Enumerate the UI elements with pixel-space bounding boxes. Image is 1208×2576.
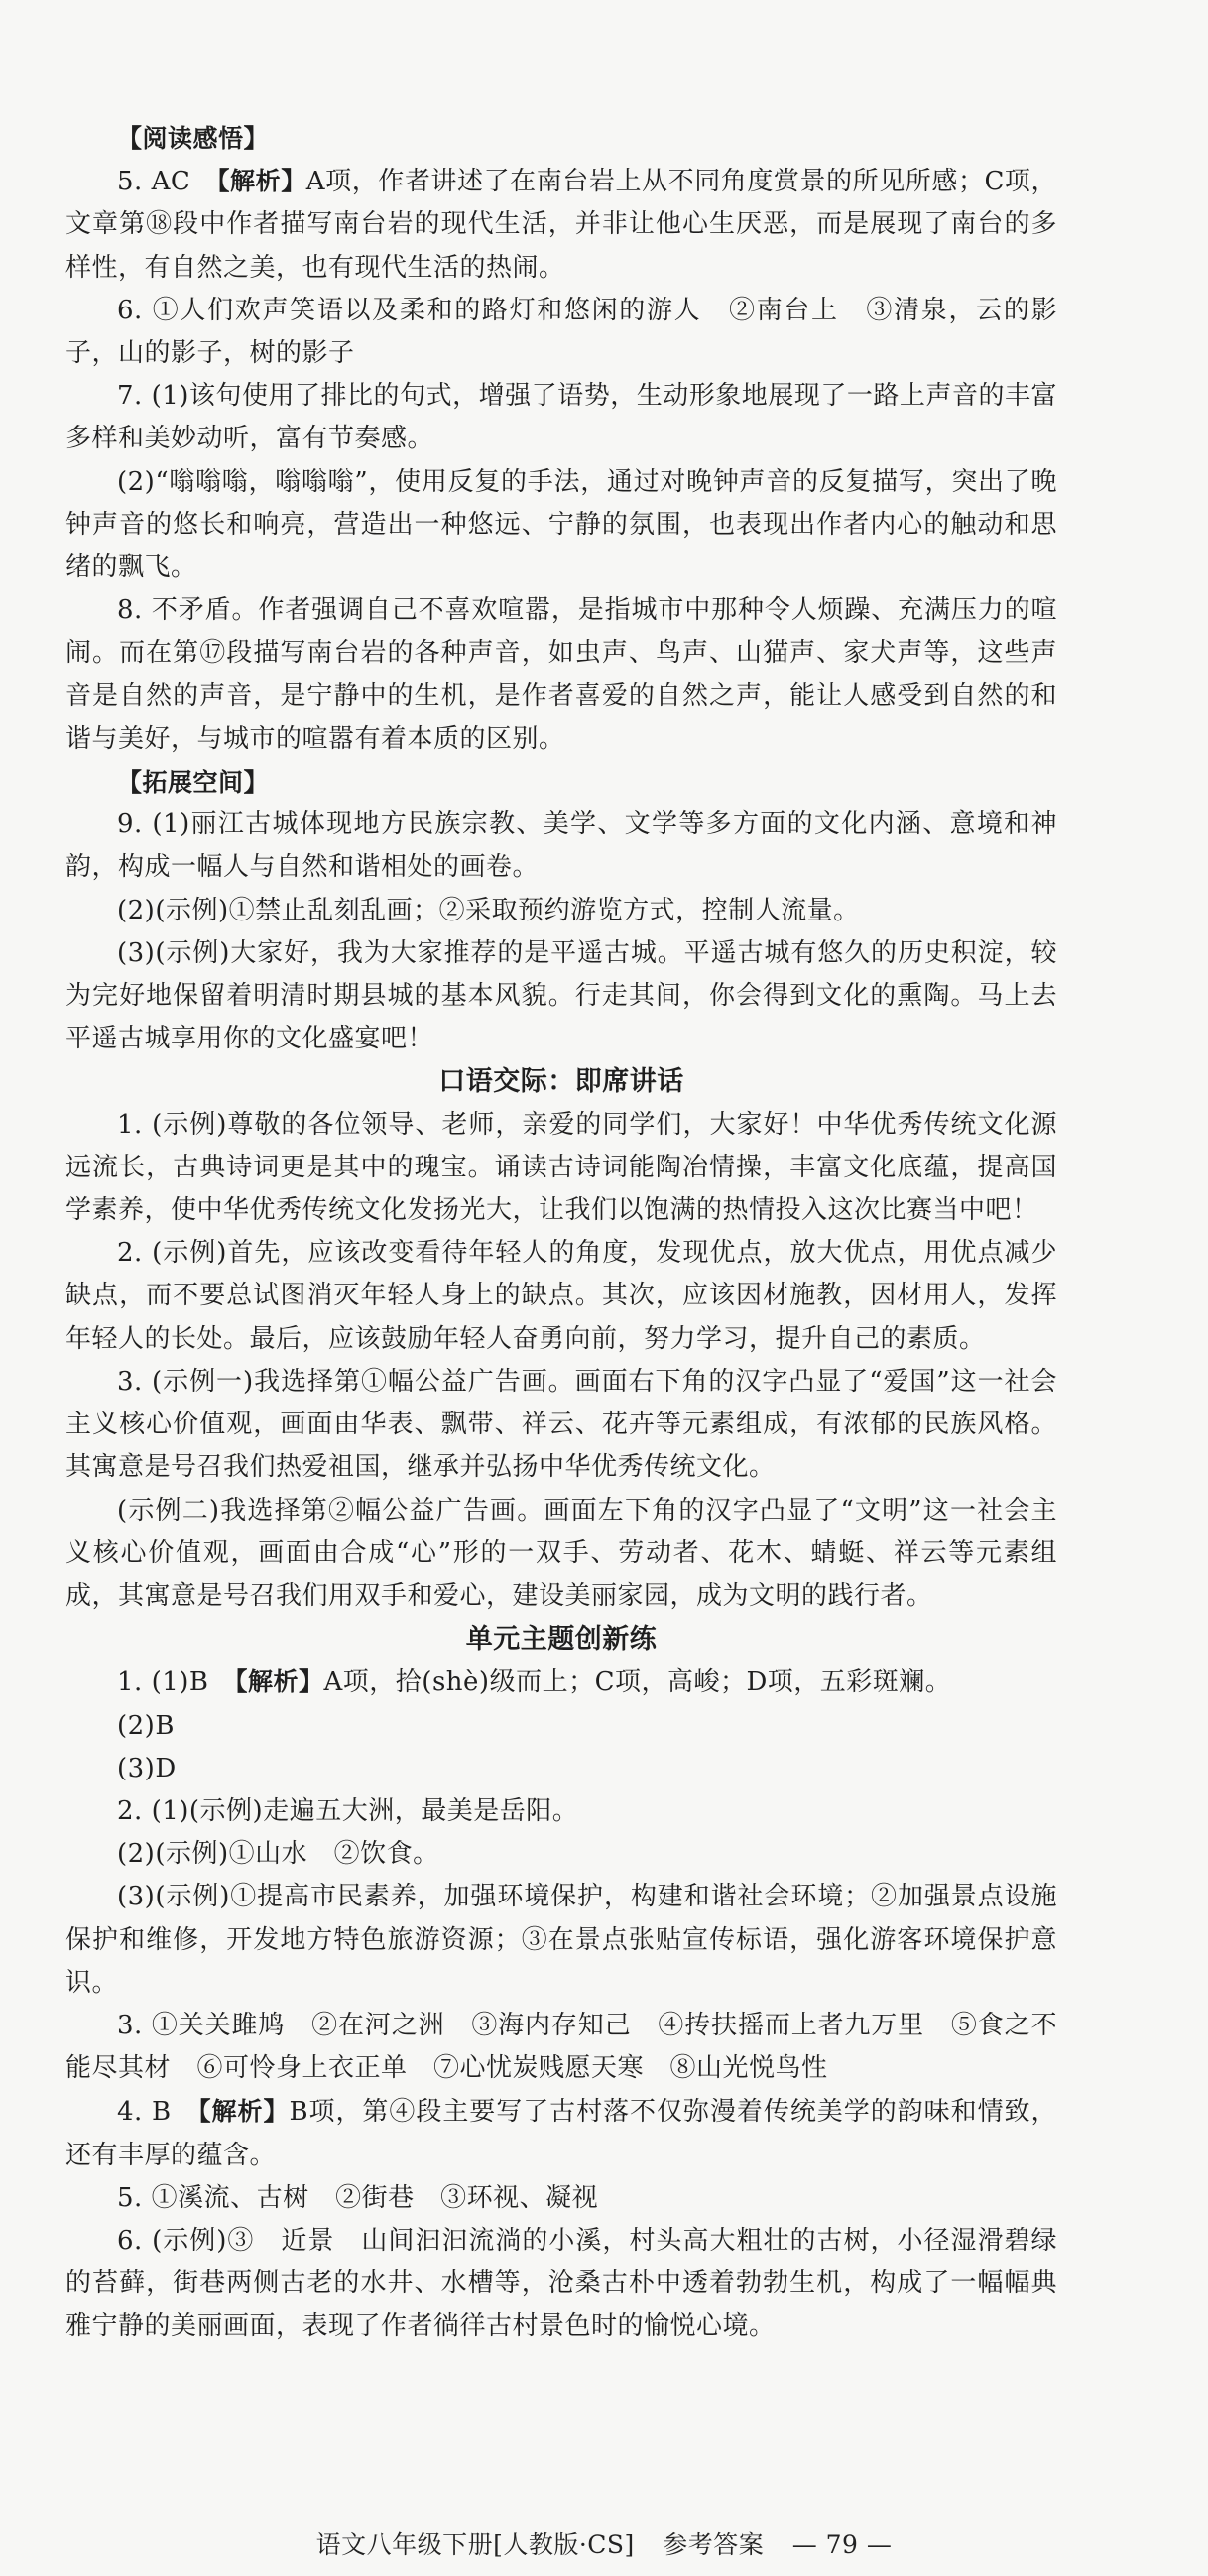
answer-unit-q3: 3. ①关关雎鸠 ②在河之洲 ③海内存知己 ④抟扶摇而上者九万里 ⑤食之不能尽其材 ⑥可怜身上衣正单 ⑦心忧炭贱愿天寒 ⑧山光悦鸟性 [65,2010,1057,2084]
analysis-tag: 【解析】 [216,167,306,196]
answer-reading-q7-2: (2)“嗡嗡嗡，嗡嗡嗡”，使用反复的手法，通过对晚钟声音的反复描写，突出了晚钟声音的悠长和响亮，营造出一种悠远、宁静的氛围，也表现出作者内心的触动和思绪的飘飞。 [65,466,1057,583]
answer-text: 1. (1)B [117,1667,236,1698]
answer-extension-q9-1: 9. (1)丽江古城体现地方民族宗教、美学、文学等多方面的文化内涵、意境和神韵，构成一幅人与自然和谐相处的画卷。 [65,809,1057,883]
answer-unit-q6: 6. (示例)③ 近景 山间汩汩流淌的小溪，村头高大粗壮的古树，小径湿滑碧绿的苔藓，街巷两侧古老的水井、水槽等，沧桑古朴中透着勃勃生机，构成了一幅幅典雅宁静的美丽画面，表现了作者徜徉古村景色时的愉悦心境。 [65,2225,1057,2342]
analysis-tag: 【解析】 [198,2097,290,2127]
page-footer [0,2525,1208,2561]
answer-reading-q8: 8. 不矛盾。作者强调自己不喜欢喧嚣，是指城市中那种令人烦躁、充满压力的喧闹。而在第⑰段描写南台岩的各种声音，如虫声、鸟声、山猫声、家犬声等，这些声音是自然的声音，是宁静中的生机，是作者喜爱的自然之声，能让人感受到自然的和谐与美好，与城市的喧嚣有着本质的区别。 [65,595,1057,754]
answer-unit-q2-3: (3)(示例)①提高市民素养，加强环境保护，构建和谐社会环境；②加强景点设施保护和维修，开发地方特色旅游资源；③在景点张贴宣传标语，强化游客环境保护意识。 [65,1882,1057,1998]
answer-reading-q5 [65,160,1057,290]
answer-extension-q9-2: (2)(示例)①禁止乱刻乱画；②采取预约游览方式，控制人流量。 [117,895,860,925]
footer-section-label: 参考答案 [663,2530,765,2559]
answer-unit-q1-1 [65,1660,1057,1704]
answer-text: A项，作者讲述了在南台岩上从不同角度赏景的所见所感；C项，文章第⑱段中作者描写南台岩的现代生活，并非让他心生厌恶，而是展现了南台的多样性，有自然之美，也有现代生活的热闹。 [65,167,1057,283]
answer-text: 4. B [117,2097,199,2128]
answer-unit-q2-1: 2. (1)(示例)走遍五大洲，最美是岳阳。 [117,1795,579,1826]
answer-reading-q6: 6. ①人们欢声笑语以及柔和的路灯和悠闲的游人 ②南台上 ③清泉，云的影子，山的影子，树的影子 [65,295,1057,369]
answer-oral-q3-b: (示例二)我选择第②幅公益广告画。画面左下角的汉字凸显了“文明”这一社会主义核心价值观，画面由合成“心”形的一双手、劳动者、花木、蜻蜓、祥云等元素组成，其寓意是号召我们用双手和爱心，建设美丽家园，成为文明的践行者。 [65,1495,1057,1611]
answer-reading-q7-1: 7. (1)该句使用了排比的句式，增强了语势，生动形象地展现了一路上声音的丰富多样和美妙动听，富有节奏感。 [65,381,1057,454]
page-number: — 79 — [791,2530,893,2559]
section-title-unit: 单元主题创新练 [465,1624,658,1656]
answer-oral-q1: 1. (示例)尊敬的各位领导、老师，亲爱的同学们，大家好！中华优秀传统文化源远流长，古典诗词更是其中的瑰宝。诵读古诗词能陶冶情操，丰富文化底蕴，提高国学素养，使中华优秀传统文化发扬光大，让我们以饱满的热情投入这次比赛当中吧！ [65,1109,1057,1226]
section-heading-reading: 【阅读感悟】 [117,124,270,153]
answer-unit-q1-2: (2)B [117,1710,175,1741]
footer-book-title: 语文八年级下册[人教版·CS] [315,2530,635,2559]
answer-unit-q4 [65,2090,1057,2176]
answer-text: B项，第④段主要写了古村落不仅弥漫着传统美学的韵味和情致，还有丰厚的蕴含。 [65,2097,1057,2170]
answer-oral-q2: 2. (示例)首先，应该改变看待年轻人的角度，发现优点，放大优点，用优点减少缺点，而不要总试图消灭年轻人身上的缺点。其次，应该因材施教，因材用人，发挥年轻人的长处。最后，应该鼓励年轻人奋勇向前，努力学习，提升自己的素质。 [65,1238,1057,1354]
answer-unit-q1-3: (3)D [117,1753,177,1783]
answer-oral-q3-a: 3. (示例一)我选择第①幅公益广告画。画面右下角的汉字凸显了“爱国”这一社会主义核心价值观，画面由华表、飘带、祥云、花卉等元素组成，有浓郁的民族风格。其寓意是号召我们热爱祖国，继承并弘扬中华优秀传统文化。 [65,1366,1057,1483]
analysis-tag: 【解析】 [235,1667,324,1697]
section-title-oral: 口语交际：即席讲话 [438,1066,684,1098]
answer-text: 5. AC [117,167,217,197]
answer-content [65,117,1057,2349]
answer-unit-q2-2: (2)(示例)①山水 ②饮食。 [117,1839,439,1870]
answer-text: A项，拾(shè)级而上；C项，高峻；D项，五彩斑斓。 [323,1667,952,1698]
section-heading-extension: 【拓展空间】 [117,768,270,797]
answer-unit-q5: 5. ①溪流、古树 ②街巷 ③环视、凝视 [117,2182,599,2213]
answer-extension-q9-3: (3)(示例)大家好，我为大家推荐的是平遥古城。平遥古城有悠久的历史积淀，较为完好地保留着明清时期县城的基本风貌。行走其间，你会得到文化的熏陶。马上去平遥古城享用你的文化盛宴吧！ [65,937,1057,1054]
